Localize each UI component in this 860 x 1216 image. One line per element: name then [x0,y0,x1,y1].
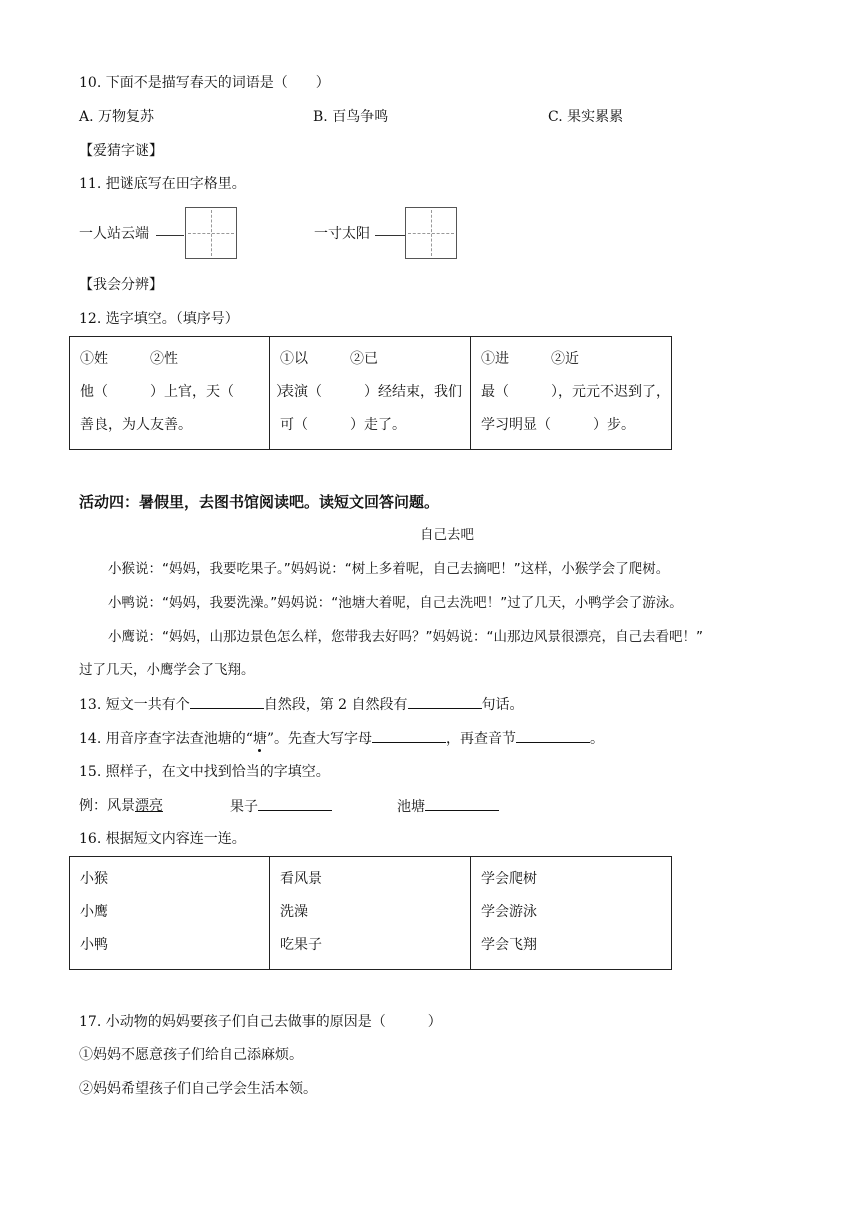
q16-stem: 16. 根据短文内容连一连。 [79,831,246,847]
tian-grid-box-1[interactable] [185,207,237,259]
q10-stem: 10. 下面不是描写春天的词语是（ ） [79,75,330,91]
q14-part4: 。 [590,731,605,747]
q10-option-a: A. 万物复苏 [79,109,155,125]
q16-result-3[interactable]: 学会飞翔 [481,937,537,953]
q15-example [79,796,163,816]
q14 [79,728,604,749]
q13-part1: 13. 短文一共有个 [79,697,190,713]
riddle-1-dash [156,235,184,236]
q15-item-1 [230,796,332,817]
q17-option-1: ①妈妈不愿意孩子们给自己添麻烦。 [79,1047,303,1063]
tian-grid-box-2[interactable] [405,207,457,259]
story-title: 自己去吧 [420,527,474,543]
q16-action-2[interactable]: 洗澡 [280,904,308,920]
q15-blank-2[interactable] [425,796,499,811]
q15-item-2 [397,796,499,817]
q16-column-results [471,857,672,970]
q12-cell-1-options: ①姓 ②性 [80,351,178,367]
q10-option-c: C. 果实累累 [548,109,624,125]
q14-blank-syllable[interactable] [516,728,590,743]
q16-column-animals [70,857,270,970]
q16-result-2[interactable]: 学会游泳 [481,904,537,920]
riddle-2-text: 一寸太阳 [314,226,370,242]
q12-cell-2 [270,337,471,450]
q16-animal-3[interactable]: 小鸭 [80,937,108,953]
q12-cell-3-options: ①进 ②近 [481,351,579,367]
riddle-2-dash [375,235,405,236]
story-para-1: 小猴说：“妈妈，我要吃果子。”妈妈说：“树上多着呢，自己去摘吧！”这样，小猴学会了爬树。 [108,561,670,577]
q17-option-2: ②妈妈希望孩子们自己学会生活本领。 [79,1081,317,1097]
section-heading-riddle: 【爱猜字谜】 [79,143,163,159]
q16-result-1[interactable]: 学会爬树 [481,871,537,887]
q14-emphasized-char: 塘 [252,731,267,747]
q16-table [69,856,672,970]
q12-cell-2-options: ①以 ②已 [280,351,378,367]
q13-blank-1[interactable] [190,694,264,709]
story-para-2: 小鸭说：“妈妈，我要洗澡。”妈妈说：“池塘大着呢，自己去洗吧！”过了几天，小鸭学会了游泳。 [108,595,683,611]
q13-part2: 自然段，第 2 自然段有 [263,697,408,713]
q15-item-2-label: 池塘 [397,799,425,815]
q10-option-b: B. 百鸟争鸣 [313,109,389,125]
q14-part2: ”。先查大写字母 [266,731,373,747]
q12-cell-1 [70,337,290,450]
q15-example-word: 漂亮 [135,798,163,814]
q12-cell-2-line2: 可（ ）走了。 [280,417,406,433]
activity4-title: 活动四：暑假里，去图书馆阅读吧。读短文回答问题。 [79,493,440,511]
q13-part3: 句话。 [481,697,524,713]
q12-cell-3-line2: 学习明显（ ）步。 [481,417,635,433]
q14-part3: ，再查音节 [446,731,517,747]
q12-stem: 12. 选字填空。（填序号） [79,311,239,327]
q14-part1: 14. 用音序查字法查池塘的“ [79,731,253,747]
q15-item-1-label: 果子 [230,799,258,815]
q15-stem: 15. 照样子，在文中找到恰当的字填空。 [79,764,330,780]
q12-cell-3 [471,337,672,450]
riddle-1-text: 一人站云端 [79,226,149,242]
q16-action-1[interactable]: 看风景 [280,871,322,887]
q13-blank-2[interactable] [408,694,482,709]
q13 [79,694,524,715]
story-para-3-cont: 过了几天，小鹰学会了飞翔。 [79,662,255,678]
q12-cell-1-line2: 善良，为人友善。 [80,417,192,433]
q11-stem: 11. 把谜底写在田字格里。 [79,176,246,192]
q12-table [69,336,672,450]
q15-blank-1[interactable] [258,796,332,811]
q16-animal-1[interactable]: 小猴 [80,871,108,887]
q17-stem: 17. 小动物的妈妈要孩子们自己去做事的原因是（ ） [79,1014,442,1030]
section-heading-distinguish: 【我会分辨】 [79,277,163,293]
story-para-3: 小鹰说：“妈妈，山那边景色怎么样，您带我去好吗？”妈妈说：“山那边风景很漂亮，自己去看吧！” [108,629,703,645]
q12-cell-3-line1: 最（ ），元元不迟到了， [481,384,670,400]
q16-action-3[interactable]: 吃果子 [280,937,322,953]
q15-example-prefix: 例：风景 [79,798,135,814]
q16-animal-2[interactable]: 小鹰 [80,904,108,920]
q12-cell-1-line1: 他（ ）上官，天（ ） [80,384,290,400]
q12-cell-2-line1: 表演（ ）经结束，我们 [280,384,462,400]
q14-blank-letter[interactable] [372,728,446,743]
q16-column-actions [270,857,471,970]
